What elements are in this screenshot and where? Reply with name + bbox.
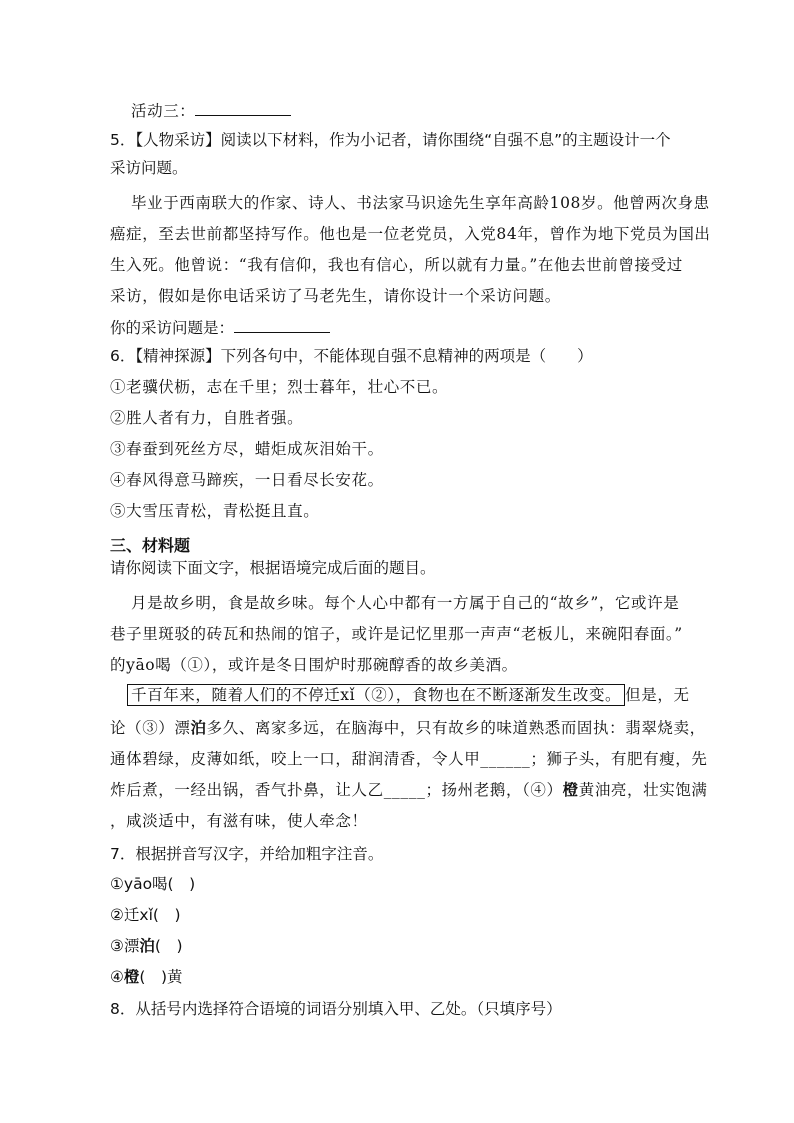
q5-stem-line1: 5．【人物采访】阅读以下材料，作为小记者，请你围绕“自强不息”的主题设计一个 <box>110 131 671 149</box>
passage-p2-line4 <box>110 780 708 800</box>
q7-item-3-answer[interactable]: ( ) <box>154 937 183 955</box>
activity3-answer-blank[interactable] <box>195 99 291 116</box>
bold-char-cheng: 橙 <box>562 780 579 799</box>
q7-item-3-text: ③漂 <box>110 937 140 955</box>
passage-p2-line4-b: 黄油亮，壮实饱满 <box>578 781 708 799</box>
passage-p2-after-box: 但是，无 <box>625 686 690 704</box>
q5-material-line2: 癌症，至去世前都坚持写作。他也是一位老党员，入党84年，曾作为地下党员为国出 <box>110 225 711 243</box>
q7-item-1 <box>110 874 195 894</box>
q6-option-1: ①老骥伏枥，志在千里；烈士暮年，壮心不已。 <box>110 378 449 396</box>
bold-char-bo: 泊 <box>190 718 207 737</box>
q7-stem: 7．根据拼音写汉字，并给加粗字注音。 <box>110 845 384 863</box>
q6-option-4: ④春风得意马蹄疾，一日看尽长安花。 <box>110 471 384 489</box>
q7-item-1-text: ①yāo喝( <box>110 875 174 893</box>
passage-p2-line3: 通体碧绿，皮薄如纸，咬上一口，甜润清香，令人甲______；狮子头，有肥有瘦，先 <box>110 750 708 768</box>
q6-option-5: ⑤大雪压青松，青松挺且直。 <box>110 502 320 520</box>
passage-p1-line3: 的yāo喝（①），或许是冬日围炉时那碗醇香的故乡美酒。 <box>110 656 518 674</box>
passage-p2-line5: ，咸淡适中，有滋有味，使人牵念！ <box>110 812 368 830</box>
passage-p2-line2-a: 论（③）漂 <box>110 719 191 737</box>
section3-intro: 请你阅读下面文字，根据语境完成后面的题目。 <box>110 559 436 577</box>
q6-option-2: ②胜人者有力，自胜者强。 <box>110 409 304 427</box>
passage-p2-line2-b: 多久、离家多远，在脑海中，只有故乡的味道熟悉而固执：翡翠烧卖， <box>206 719 706 737</box>
q7-item-3-bold: 泊 <box>139 937 155 955</box>
q7-item-2 <box>110 905 181 925</box>
q6-stem: 6．【精神探源】下列各句中，不能体现自强不息精神的两项是（ ） <box>110 347 593 365</box>
passage-p2-line4-a: 炸后煮，一经出锅，香气扑鼻，让人乙_____；扬州老鹅，（④） <box>110 781 563 799</box>
q8-stem: 8．从括号内选择符合语境的词语分别填入甲、乙处。（只填序号） <box>110 1000 562 1018</box>
q5-answer-label: 你的采访问题是： <box>110 319 235 337</box>
q7-item-1-answer[interactable]: ) <box>173 875 196 893</box>
activity3-label: 活动三： <box>131 102 196 120</box>
q7-item-2-text: ②迁xǐ( <box>110 906 159 924</box>
passage-p1-line2: 巷子里斑驳的砖瓦和热闹的馆子，或许是记忆里那一声声“老板儿，来碗阳春面。” <box>110 625 683 643</box>
activity3-line <box>131 99 291 121</box>
section3-title: 三、材料题 <box>110 536 191 555</box>
q7-item-4-bold: 橙 <box>123 968 140 986</box>
q7-item-4 <box>110 967 183 987</box>
q7-item-3 <box>110 936 183 956</box>
q7-item-2-answer[interactable]: ) <box>158 906 181 924</box>
q5-material-line3: 生入死。他曾说：“我有信仰，我也有信心，所以就有力量。”在他去世前曾接受过 <box>110 256 683 274</box>
q5-stem-line2: 采访问题。 <box>110 159 188 177</box>
q5-material-line4: 采访，假如是你电话采访了马老先生，请你设计一个采访问题。 <box>110 287 561 305</box>
q5-answer-blank[interactable] <box>234 316 330 333</box>
q5-answer-line <box>110 316 330 338</box>
q5-material-line1: 毕业于西南联大的作家、诗人、书法家马识途先生享年高龄108岁。他曾两次身患 <box>131 194 710 212</box>
q7-item-4-text: ④ <box>110 968 124 986</box>
q7-item-4-answer[interactable]: ( )黄 <box>139 968 183 986</box>
passage-p2-line1 <box>127 685 690 705</box>
q6-option-3: ③春蚕到死丝方尽，蜡炬成灰泪始干。 <box>110 440 384 458</box>
passage-p2-line2 <box>110 718 706 738</box>
passage-boxed-sentence: 千百年来，随着人们的不停迁xǐ（②），食物也在不断逐渐发生改变。 <box>127 684 625 706</box>
passage-p1-line1: 月是故乡明，食是故乡味。每个人心中都有一方属于自己的“故乡”，它或许是 <box>131 594 680 612</box>
